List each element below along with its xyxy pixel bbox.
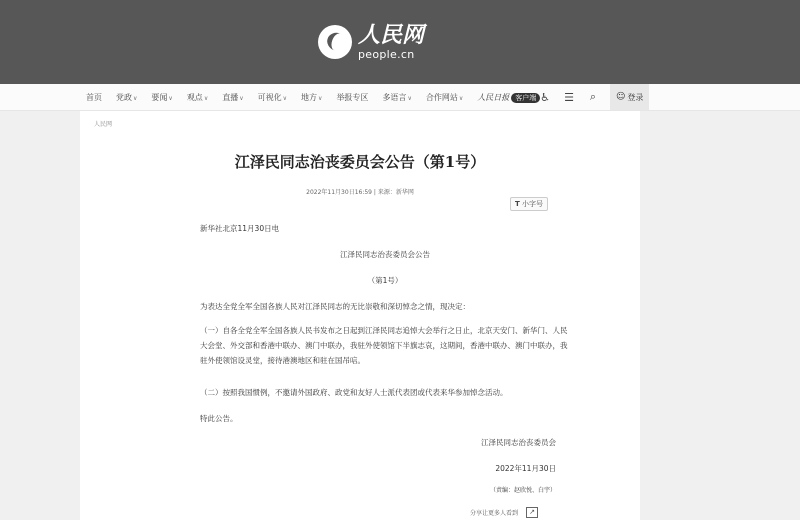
article-page [80, 111, 640, 520]
brand-chip: 客户端 [511, 93, 540, 103]
chevron-down-icon: ∨ [458, 94, 464, 102]
nav-item[interactable] [258, 92, 287, 103]
brand-mini-logo: 人民日报 [477, 92, 510, 102]
chevron-down-icon: ∨ [282, 94, 288, 102]
nav-item-label: 地方 [301, 92, 318, 102]
user-icon: ☺ [616, 92, 626, 102]
logo-english-text: people.cn [358, 48, 415, 61]
article-meta: 2022年11月30日16:59 | 来源：新华网 [306, 189, 414, 196]
nav-item[interactable] [426, 92, 463, 103]
nav-item[interactable] [151, 92, 172, 103]
notice-number: （第1号） [367, 276, 403, 285]
search-icon[interactable]: ⌕ [589, 90, 597, 103]
nav-items [86, 84, 554, 110]
article-title: 江泽民同志治丧委员会公告（第1号） [234, 153, 486, 171]
font-size-toggle[interactable] [510, 197, 548, 211]
signature: 江泽民同志治丧委员会 [481, 438, 556, 447]
accessibility-icon[interactable]: ♿ [540, 90, 550, 104]
editor-credit: （责编：赵欣悦、白宇） [489, 487, 556, 494]
chevron-down-icon: ∨ [168, 94, 173, 102]
closing-text: 特此公告。 [200, 414, 238, 423]
chevron-down-icon: ∨ [239, 94, 244, 102]
nav-item[interactable] [116, 92, 137, 103]
nav-item[interactable] [336, 92, 368, 103]
nav-item-label: 首页 [86, 92, 102, 102]
masthead [0, 0, 800, 84]
nav-item[interactable] [301, 92, 322, 103]
logo-emblem-icon [318, 25, 352, 59]
nav-item-label: 党政 [116, 92, 132, 102]
intro-paragraph: 为表达全党全军全国各族人民对江泽民同志的无比崇敬和深切悼念之情，现决定： [200, 302, 470, 311]
nav-item-label: 直播 [222, 92, 239, 102]
nav-item-label: 多语言 [382, 92, 407, 102]
nav-item-label: 举报专区 [336, 92, 369, 102]
chevron-down-icon: ∨ [318, 94, 323, 102]
point-one-paragraph: （一）自各全党全军全国各族人民书发布之日起到江泽民同志追悼大会举行之日止，北京天安门、新华门、人民大会堂、外交部和香港中联办、澳门中联办，我驻外使领馆下半旗志哀，这期间，香港中联办、澳门中联办，我驻外使领馆设灵堂，接待港澳地区和驻在国吊唁。 [200, 326, 568, 365]
nav-item-label: 观点 [186, 92, 203, 102]
chevron-down-icon: ∨ [133, 94, 138, 102]
share-label: 分享让更多人看到 [470, 510, 519, 517]
notice-heading: 江泽民同志治丧委员会公告 [340, 250, 430, 259]
share-bar [470, 507, 538, 518]
chevron-down-icon: ∨ [407, 94, 412, 102]
nav-item-label: 合作网站 [425, 92, 458, 102]
nav-tools [538, 84, 649, 110]
publish-date: 2022年11月30日 [495, 464, 556, 473]
font-size-label: 小字号 [522, 200, 544, 208]
people-cn-logo[interactable] [318, 18, 428, 66]
nav-item-label: 要闻 [151, 92, 168, 102]
font-size-icon: T [515, 200, 520, 208]
menu-icon[interactable]: ☰ [564, 90, 574, 104]
nav-item[interactable] [187, 92, 208, 103]
point-two-paragraph: （二）按照我国惯例，不邀请外国政府、政党和友好人士派代表团或代表来华参加悼念活动。 [200, 388, 508, 397]
login-button[interactable] [610, 84, 649, 110]
nav-item[interactable] [86, 92, 102, 103]
nav-item[interactable] [222, 92, 243, 103]
app-download-link[interactable] [477, 92, 540, 103]
breadcrumb[interactable]: 人民网 [94, 121, 113, 128]
chevron-down-icon: ∨ [203, 94, 209, 102]
share-icon[interactable]: ↗ [526, 507, 538, 518]
nav-item[interactable] [382, 92, 411, 103]
login-label: 登录 [627, 92, 644, 102]
main-navigation [0, 84, 800, 111]
logo-chinese-text: 人民网 [358, 22, 425, 48]
nav-item-label: 可视化 [257, 92, 282, 102]
dateline: 新华社北京11月30日电 [200, 224, 280, 233]
